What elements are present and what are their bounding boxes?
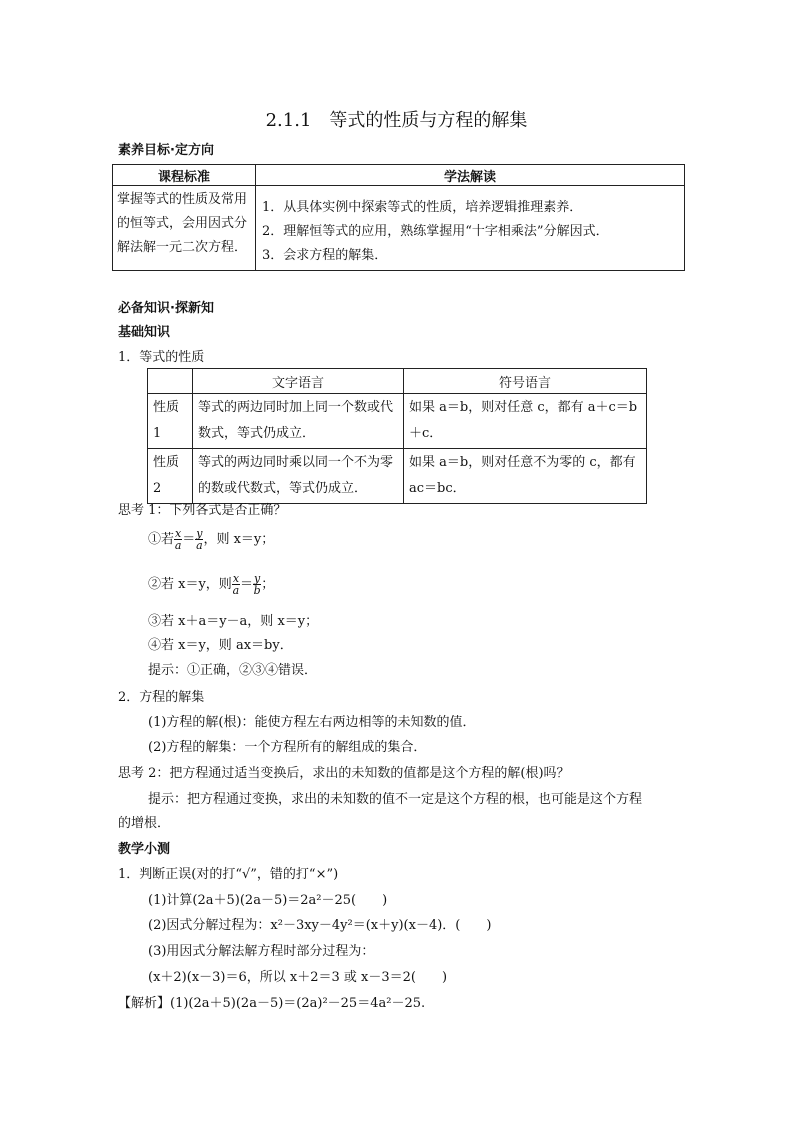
judge-item-2: (2)因式分解过程为：x²－3xy－4y²＝(x＋y)(x－4)．( ) (148, 918, 492, 933)
q1-prefix: ①若 (148, 532, 175, 547)
judge-heading: 1．判断正误(对的打“√”，错的打“×”) (118, 867, 339, 882)
method-item: 2．理解恒等式的应用，熟练掌握用“十字相乘法”分解因式． (262, 224, 609, 239)
fraction: $\frac{y}{a}$ (196, 527, 203, 552)
q2-prefix: ②若 x＝y，则 (148, 577, 232, 592)
header-standard: 课程标准 (113, 165, 256, 186)
judge-item-3: (3)用因式分解法解方程时部分过程为： (148, 944, 375, 959)
section-knowledge: 必备知识·探新知 (118, 301, 214, 316)
property-name: 性质 1 (148, 394, 193, 449)
property-name: 性质 2 (148, 449, 193, 504)
think2: 思考 2：把方程通过适当变换后，求出的未知数的值都是这个方程的解(根)吗？ (118, 766, 570, 781)
think1: 思考 1：下列各式是否正确？ (118, 503, 287, 518)
question-1: ①若 $\frac{x}{a}$ ＝ $\frac{y}{a}$ ，则 x＝y； (148, 527, 275, 552)
method-cell (256, 186, 685, 271)
method-item: 3．会求方程的解集． (262, 248, 388, 263)
header-symbol: 符号语言 (404, 369, 647, 394)
question-4: ④若 x＝y，则 ax＝by． (148, 638, 293, 653)
definition-1: (1)方程的解(根)：能使方程左右两边相等的未知数的值． (148, 715, 476, 730)
q2-suffix: ； (261, 577, 275, 592)
standard-cell: 掌握等式的性质及常用的恒等式，会用因式分解法解一元二次方程． (113, 186, 256, 271)
judge-item-1: (1)计算(2a＋5)(2a－5)＝2a²－25( ) (148, 893, 388, 908)
property-text: 等式的两边同时加上同一个数或代数式，等式仍成立． (193, 394, 404, 449)
section-goal: 素养目标·定方向 (118, 143, 214, 158)
judge-item-3b: (x＋2)(x－3)＝6，所以 x＋2＝3 或 x－3＝2( ) (148, 970, 448, 985)
fraction: $\frac{x}{a}$ (174, 527, 182, 552)
question-2: ②若 x＝y，则 $\frac{x}{a}$ ＝ $\frac{y}{b}$ ； (148, 572, 275, 597)
property-text: 等式的两边同时乘以同一个不为零的数或代数式，等式仍成立． (193, 449, 404, 504)
property-symbol: 如果 a＝b，则对任意 c，都有 a＋c＝b＋c． (404, 394, 647, 449)
q1-suffix: ，则 x＝y； (203, 532, 275, 547)
fraction: $\frac{x}{a}$ (232, 572, 240, 597)
hint1: 提示：①正确，②③④错误． (148, 663, 318, 678)
hint2-line1: 提示：把方程通过变换，求出的未知数的值不一定是这个方程的根，也可能是这个方程 (148, 792, 643, 807)
basic-heading: 基础知识 (118, 325, 171, 340)
property-symbol: 如果 a＝b，则对任意不为零的 c，都有 ac＝bc． (404, 449, 647, 504)
page-title: 2.1.1 等式的性质与方程的解集 (265, 110, 528, 131)
header-empty (148, 369, 193, 394)
definition-2: (2)方程的解集：一个方程所有的解组成的集合． (148, 740, 427, 755)
hint2-line2: 的增根． (118, 816, 171, 831)
property-table (147, 368, 647, 504)
question-3: ③若 x＋a＝y－a，则 x＝y； (148, 614, 319, 629)
method-item: 1．从具体实例中探索等式的性质，培养逻辑推理素养． (262, 200, 583, 215)
fraction: $\frac{y}{b}$ (253, 572, 261, 597)
goal-table (112, 164, 685, 271)
analysis: 【解析】(1)(2a＋5)(2a－5)＝(2a)²－25＝4a²－25. (118, 996, 426, 1011)
quiz-heading: 教学小测 (118, 842, 171, 857)
item2-heading: 2．方程的解集 (118, 690, 205, 705)
item1-heading: 1．等式的性质 (118, 350, 205, 365)
header-text: 文字语言 (193, 369, 404, 394)
header-method: 学法解读 (256, 165, 685, 186)
